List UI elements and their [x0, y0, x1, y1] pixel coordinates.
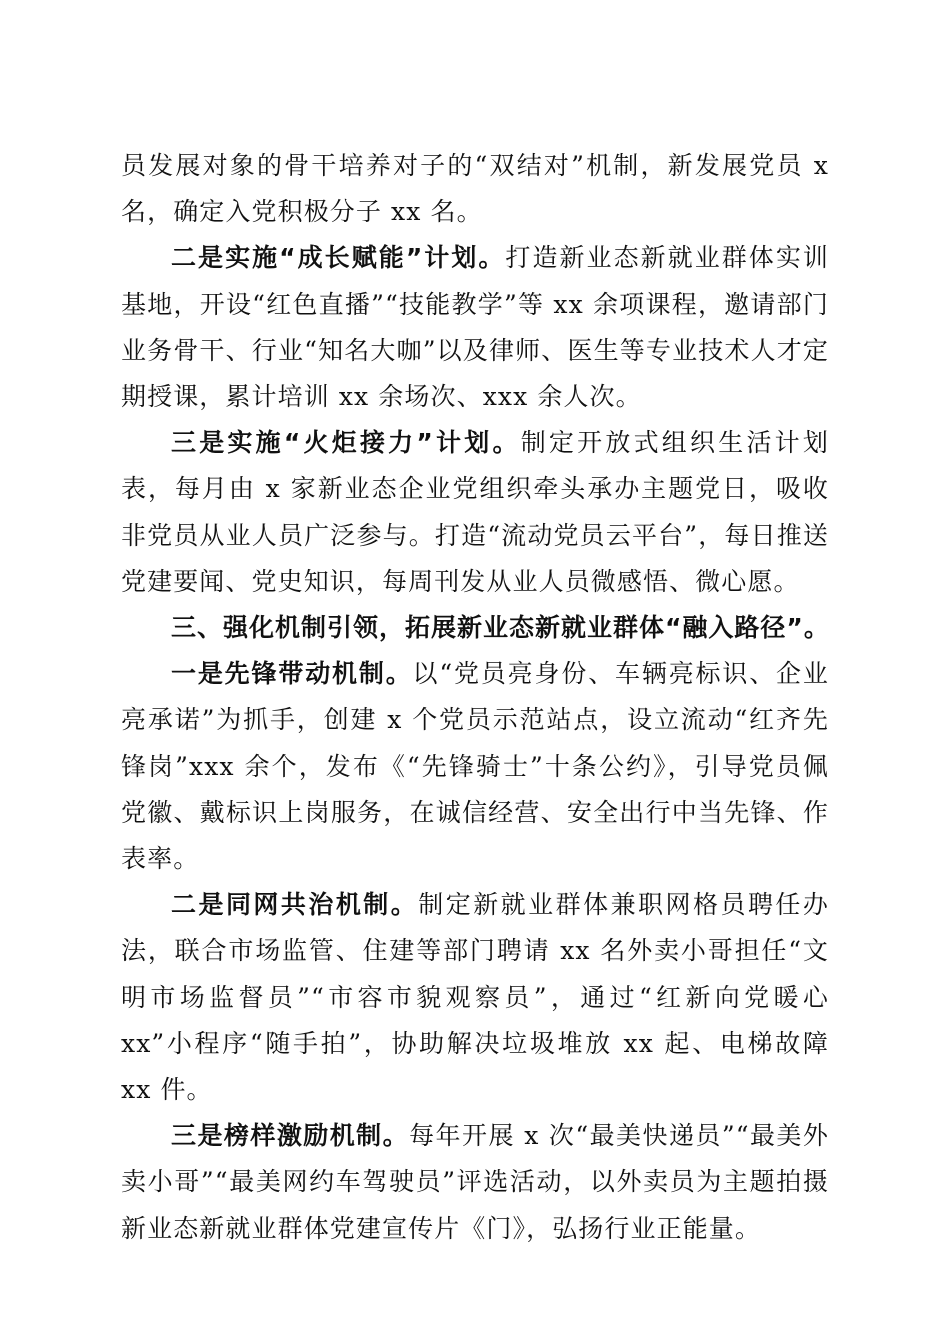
- paragraph-text: 制定开放式组织生活计划表，每月由 x 家新业态企业党组织牵头承办主题党日，吸收非党员从业人员广泛参与。打造“流动党员云平台”，每日推送党建要闻、党史知识，每周刊发从业人员微感悟、微心愿。: [121, 428, 829, 596]
- paragraph-lead: 二是同网共治机制。: [171, 890, 419, 920]
- paragraph-torch-relay: [121, 420, 829, 605]
- paragraph-role-model-incentive: [121, 1113, 829, 1252]
- document-body: [121, 143, 829, 1252]
- paragraph-grid-governance: [121, 882, 829, 1113]
- paragraph-lead: 三是实施“火炬接力”计划。: [171, 428, 521, 458]
- paragraph-text: 以“党员亮身份、车辆亮标识、企业亮承诺”为抓手，创建 x 个党员示范站点，设立流动“红齐先锋岗”xxx 余个，发布《“先锋骑士”十条公约》，引导党员佩党徽、戴标识上岗服务，在诚信经营、安全出行中当先锋、作表率。: [121, 659, 829, 874]
- paragraph-lead: 三是榜样激励机制。: [171, 1121, 410, 1151]
- paragraph-growth-empowerment: [121, 235, 829, 420]
- paragraph-continuation: [121, 143, 829, 235]
- paragraph-text: 每年开展 x 次“最美快递员”“最美外卖小哥”“最美网约车驾驶员”评选活动，以外卖员为主题拍摄新业态新就业群体党建宣传片《门》，弘扬行业正能量。: [121, 1121, 829, 1243]
- section-heading: 三、强化机制引领，拓展新业态新就业群体“融入路径”。: [171, 613, 830, 643]
- paragraph-lead: 二是实施“成长赋能”计划。: [171, 243, 506, 273]
- paragraph-lead: 一是先锋带动机制。: [171, 659, 413, 689]
- paragraph-pioneer-mechanism: [121, 651, 829, 882]
- paragraph-text: 制定新就业群体兼职网格员聘任办法，联合市场监管、住建等部门聘请 xx 名外卖小哥担任“文明市场监督员”“市容市貌观察员”，通过“红新向党暖心 xx”小程序“随手拍”，协助解决垃圾堆放 xx 起、电梯故障 xx 件。: [121, 890, 829, 1105]
- paragraph-text: 打造新业态新就业群体实训基地，开设“红色直播”“技能教学”等 xx 余项课程，邀请部门业务骨干、行业“知名大咖”以及律师、医生等专业技术人才定期授课，累计培训 xx 余场次、xxx 余人次。: [121, 243, 829, 412]
- paragraph-text: 员发展对象的骨干培养对子的“双结对”机制，新发展党员 x名，确定入党积极分子 xx 名。: [121, 151, 829, 227]
